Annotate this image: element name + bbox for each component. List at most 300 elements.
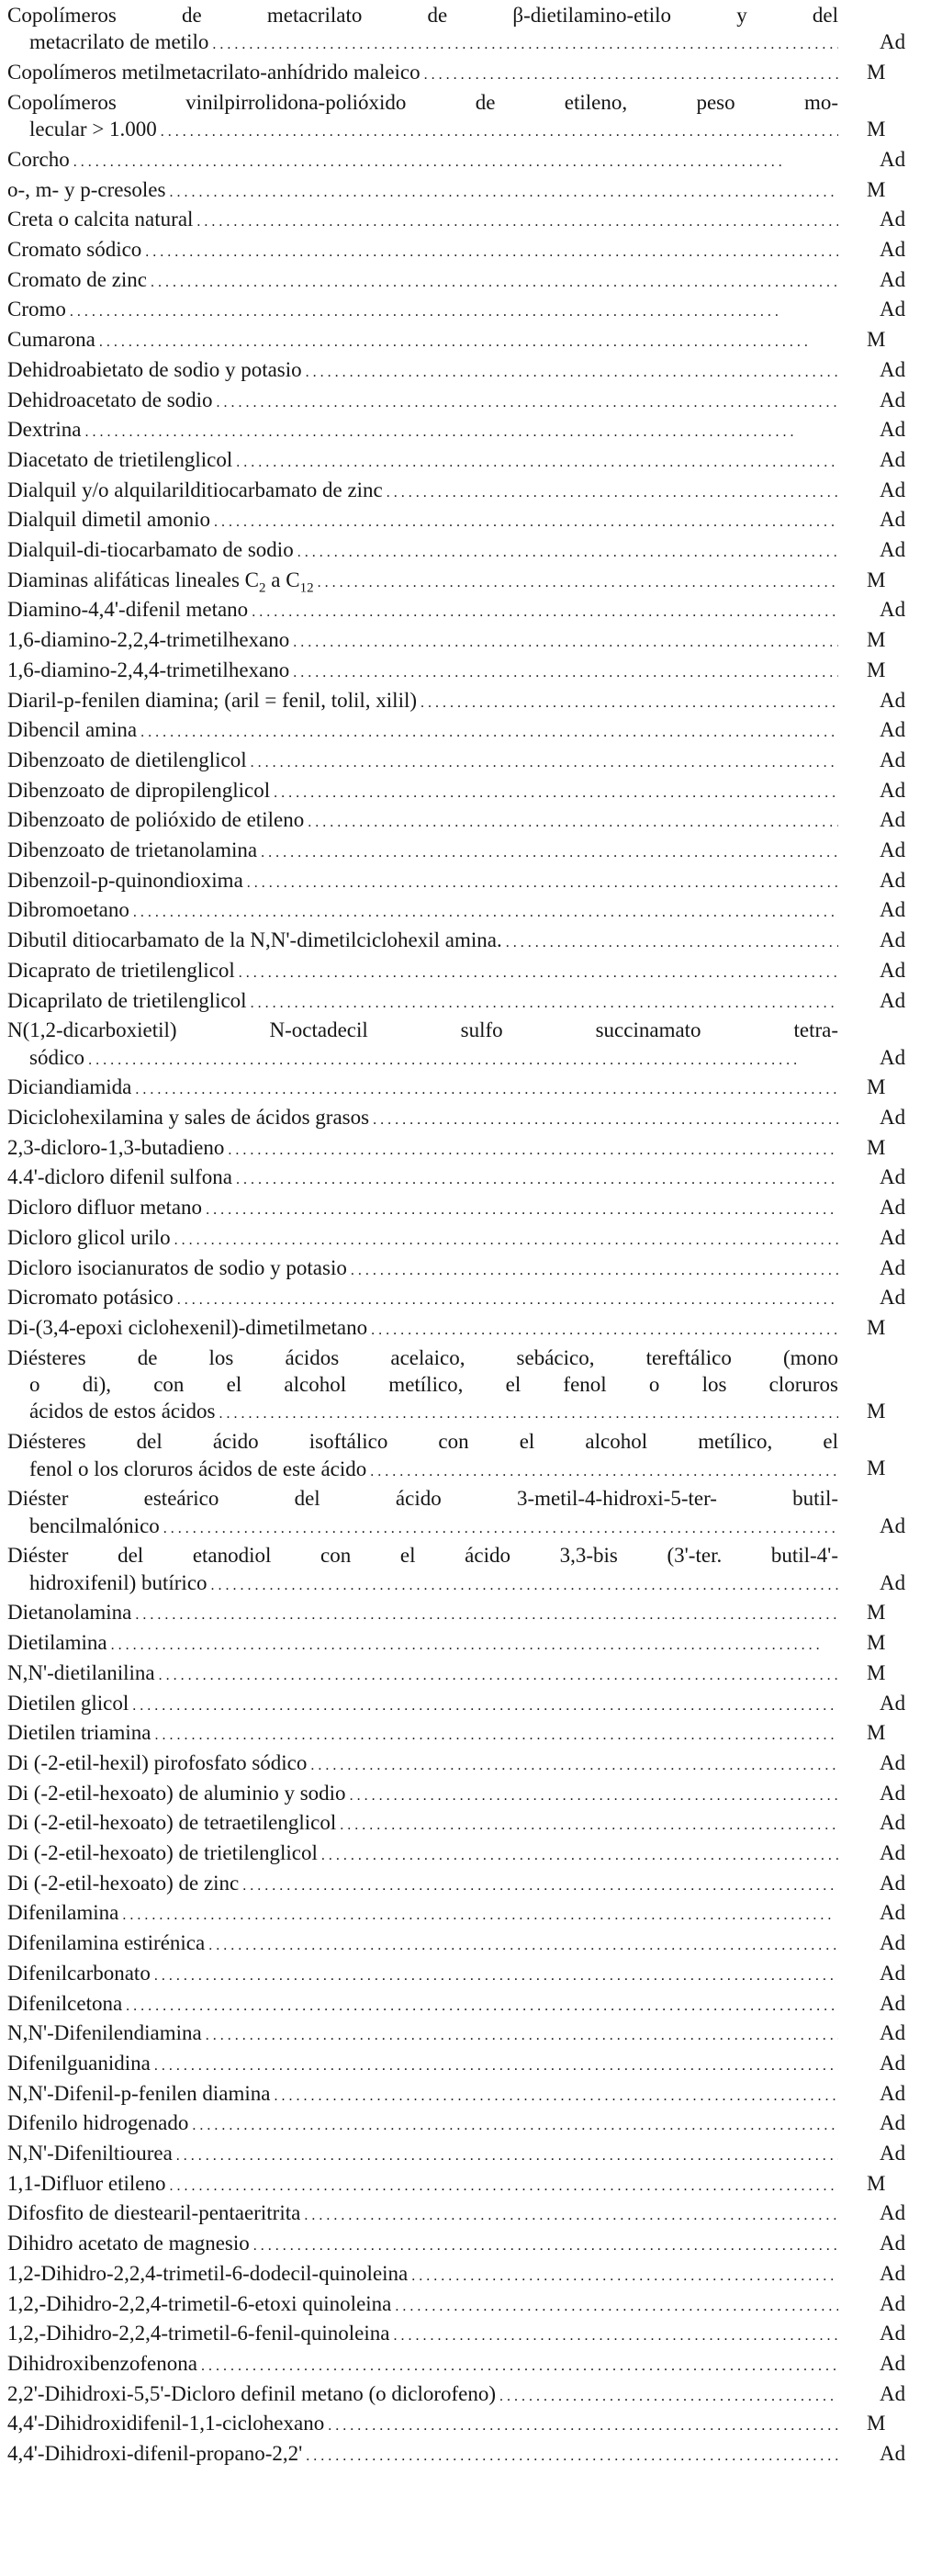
dot-leader [7,927,838,953]
substance-name-line: Diacetato de trietilenglicol [7,448,236,471]
substance-name [7,206,838,232]
list-item [0,2050,942,2080]
dot-leader [7,146,838,173]
substance-name-line: Dibutil ditiocarbamato de la N,N'-dimetilciclohexil amina. [7,928,506,951]
substance-name [7,1224,838,1251]
substance-name [7,957,838,984]
dot-leader [7,2170,838,2197]
dot-leader [7,1990,838,2017]
dot-leader [7,236,838,263]
substance-name [7,1719,838,1746]
substance-name [7,387,838,413]
list-item [0,2290,942,2321]
substance-name-line: N,N'-Difenilendiamina [7,2021,206,2044]
substance-name [7,176,838,203]
list-item [0,1134,942,1164]
list-item [0,567,942,597]
list-item [0,867,942,897]
substance-name-line: 1,2,-Dihidro-2,2,4-trimetil-6-etoxi quinoleina [7,2292,395,2315]
substance-name-line: Cromato de zinc [7,268,151,291]
substance-name-line: Cromato sódico [7,238,145,261]
dot-leader [7,806,838,833]
substance-name-line: Difenilcetona [7,1992,126,2015]
list-item [0,1960,942,1990]
substance-name-line: lecular > 1.000 [7,116,161,142]
dot-leader [7,1659,838,1686]
dot-leader [7,1780,838,1806]
substance-name [7,1659,838,1686]
list-item [0,1164,942,1194]
classification-code: M [867,1075,886,1099]
list-item [0,957,942,987]
substance-name [7,687,838,714]
substance-name-line: Dietilamina [7,1631,111,1654]
substance-name [7,1599,838,1625]
dot-leader [7,1164,838,1190]
dot-leader [7,1809,838,1836]
classification-code: Ad [880,1781,906,1805]
substance-name [7,2050,838,2076]
classification-code: Ad [880,1255,906,1279]
substance-name [7,536,838,563]
dot-leader [7,747,838,773]
substance-name-line: Di (-2-etil-hexoato) de zinc [7,1872,242,1895]
classification-code: Ad [880,598,906,622]
classification-code: Ad [880,958,906,982]
dot-leader [7,2230,838,2256]
dot-leader [7,1629,838,1656]
substance-name-line: Copolímeros vinilpirrolidona-polióxido de etileno, peso mo- [7,90,838,114]
list-item [0,1809,942,1839]
substance-name-line: Dicloro glicol urilo [7,1226,174,1249]
dot-leader [7,1513,838,1539]
list-item [0,1839,942,1870]
substance-name [7,2140,838,2166]
dot-leader [7,2199,838,2226]
substance-name-line: Di (-2-etil-hexoato) de aluminio y sodio [7,1782,350,1805]
substance-name [7,1780,838,1806]
substance-name [7,1749,838,1776]
dot-leader [7,28,838,55]
substance-name [7,2260,838,2287]
substance-name [7,2290,838,2317]
substance-name-line: Di-(3,4-epoxi ciclohexenil)-dimetilmetano [7,1316,371,1339]
classification-code: Ad [880,2201,906,2225]
classification-code: M [867,2171,886,2195]
substance-name [7,1284,838,1310]
dot-leader [7,1749,838,1776]
substance-name-line: Dialquil dimetil amonio [7,508,214,531]
substance-name [7,657,838,683]
substance-name-line: 1,2-Dihidro-2,2,4-trimetil-6-dodecil-quinoleina [7,2262,411,2285]
substance-name [7,416,838,443]
substance-name [7,59,838,85]
classification-code: Ad [880,447,906,471]
classification-code: Ad [880,1841,906,1864]
substance-name-line: fenol o los cloruros ácidos de este ácido [7,1456,370,1482]
list-item [0,1599,942,1629]
dot-leader [7,1074,838,1100]
substance-name-line: 4,4'-Dihidroxidifenil-1,1-ciclohexano [7,2412,328,2435]
dot-leader [7,1044,838,1071]
substance-name-line: Dialquil y/o alquilarilditiocarbamato de zinc [7,478,387,501]
list-item [0,896,942,927]
substance-name-line: Dibenzoato de trietanolamina [7,838,261,861]
classification-code: Ad [880,238,906,261]
substance-name-line: Dicaprato de trietilenglicol [7,959,239,982]
list-item [0,2440,942,2470]
substance-name [7,1017,838,1071]
substance-name [7,2109,838,2136]
classification-code: M [867,61,886,84]
list-item [0,2,942,60]
list-item [0,477,942,507]
list-item [0,1428,942,1486]
classification-code: Ad [880,838,906,861]
substance-name [7,2320,838,2346]
substance-name-line: Cumarona [7,328,99,351]
classification-code: Ad [880,357,906,381]
classification-code: Ad [880,1286,906,1310]
dot-leader [7,2410,838,2436]
classification-code: M [867,1457,886,1480]
classification-code: Ad [880,778,906,802]
dot-leader [7,1839,838,1866]
substance-name [7,236,838,263]
list-item [0,2350,942,2380]
substance-name-line: Diamino-4,4'-difenil metano [7,598,252,621]
substance-name [7,1899,838,1926]
classification-code: Ad [880,1871,906,1895]
classification-code: M [867,1400,886,1423]
substance-name-line: Dibenzoato de dietilenglicol [7,748,251,771]
dot-leader [7,567,838,593]
dot-leader [7,2080,838,2107]
list-item [0,506,942,536]
classification-code: M [867,328,886,352]
substance-name-line: N,N'-Difenil-p-fenilen diamina [7,2082,274,2105]
dot-leader [7,387,838,413]
list-item [0,387,942,417]
classification-code: Ad [880,808,906,832]
list-item [0,806,942,837]
classification-code: Ad [880,898,906,922]
list-item [0,1314,942,1344]
substance-name-line: Diaminas alifáticas lineales $C_2$ a $C_{12}$ [7,568,318,591]
dot-leader [7,536,838,563]
classification-code: M [867,568,886,591]
substance-name [7,2199,838,2226]
classification-code: M [867,177,886,201]
classification-code: Ad [880,2021,906,2045]
substance-name-line: 4,4'-Dihidroxi-difenil-propano-2,2' [7,2442,306,2465]
list-item [0,326,942,356]
substance-name-line: o di), con el alcohol metílico, el fenol o los cloruros [29,1373,838,1396]
classification-code: Ad [880,1165,906,1189]
substance-name-line: Difenilo hidrogenado [7,2111,192,2134]
dot-leader [7,1314,838,1341]
classification-code: M [867,628,886,652]
substance-name-line: Dibenzoato de polióxido de etileno [7,808,308,831]
dot-leader [7,477,838,503]
list-item [0,1542,942,1600]
classification-code: Ad [880,1225,906,1249]
classification-code: Ad [880,868,906,892]
substance-name-line: 2,2'-Dihidroxi-5,5'-Dicloro definil metano (o diclorofeno) [7,2382,499,2405]
classification-code: Ad [880,2051,906,2075]
list-item [0,1990,942,2020]
substance-name-line: Difenilamina [7,1901,122,1924]
list-item [0,2380,942,2411]
substance-name [7,1960,838,1986]
dot-leader [7,1929,838,1956]
substance-name [7,777,838,804]
list-item [0,296,942,326]
list-item [0,2140,942,2170]
substance-name [7,896,838,923]
list-item [0,626,942,657]
dot-leader [7,1398,838,1424]
substance-name-line: Cromo [7,298,70,321]
substance-name-line: 1,6-diamino-2,2,4-trimetilhexano [7,628,293,651]
list-item [0,1659,942,1690]
substance-name-line: o-, m- y p-cresoles [7,178,169,201]
classification-code: Ad [880,2351,906,2375]
substance-name-line: sódico [7,1044,88,1071]
classification-code: Ad [880,478,906,501]
dot-leader [7,716,838,743]
substance-name [7,146,838,173]
dot-leader [7,206,838,232]
list-item [0,1344,942,1429]
substance-name-line: 4.4'-dicloro difenil sulfona [7,1165,236,1188]
list-item [0,266,942,297]
substance-name [7,626,838,653]
classification-code: Ad [880,298,906,321]
substance-name-line: Diciclohexilamina y sales de ácidos grasos [7,1106,373,1129]
substance-name [7,1990,838,2017]
substance-name [7,2380,838,2407]
dot-leader [7,2050,838,2076]
substance-name [7,1690,838,1716]
list-item [0,176,942,207]
substance-name-line: Diéster del etanodiol con el ácido 3,3-bis (3'-ter. butil-4'- [7,1544,838,1568]
list-item [0,1749,942,1780]
dot-leader [7,1254,838,1281]
substance-name [7,806,838,833]
substance-name-line: Dietilen triamina [7,1721,154,1744]
dot-leader [7,1456,838,1482]
list-item [0,1485,942,1543]
substance-name-line: bencilmalónico [7,1513,163,1539]
substance-name-line: 1,1-Difluor etileno [7,2172,169,2195]
classification-code: Ad [880,2322,906,2345]
dot-leader [7,416,838,443]
dot-leader [7,1960,838,1986]
substance-name-line: Difenilcarbonato [7,1962,154,1985]
substance-name [7,1314,838,1341]
substance-name [7,716,838,743]
classification-code: Ad [880,538,906,561]
dot-leader [7,957,838,984]
substance-name-line: Diéster esteárico del ácido 3-metil-4-hidroxi-5-ter- butil- [7,1487,838,1511]
classification-code: Ad [880,1901,906,1925]
substance-name [7,2440,838,2467]
substance-name [7,2080,838,2107]
list-item [0,1104,942,1134]
substance-name [7,266,838,293]
substance-name-line: Dihidroxibenzofenona [7,2352,201,2375]
list-item [0,1629,942,1659]
substance-name [7,2019,838,2046]
substance-name-line: Corcho [7,148,73,171]
dot-leader [7,657,838,683]
substance-name-line: Dihidro acetato de magnesio [7,2232,253,2255]
dot-leader [7,446,838,473]
substance-name-line: Dialquil-di-tiocarbamato de sodio [7,538,297,561]
classification-code: M [867,1721,886,1745]
dot-leader [7,596,838,623]
list-item [0,416,942,446]
dot-leader [7,837,838,863]
substance-name [7,1428,838,1482]
classification-code: M [867,1315,886,1339]
dot-leader [7,59,838,85]
list-item [0,687,942,717]
substance-name [7,1870,838,1896]
substance-name [7,89,838,143]
list-item [0,2170,942,2200]
classification-code: Ad [880,2381,906,2405]
classification-code: Ad [880,1691,906,1715]
dot-leader [7,626,838,653]
list-item [0,356,942,387]
classification-code: M [867,1631,886,1655]
substance-name [7,446,838,473]
dot-leader [7,2350,838,2377]
list-item [0,1224,942,1254]
substance-name [7,1485,838,1539]
dot-leader [7,2320,838,2346]
classification-code: M [867,1135,886,1159]
substance-name [7,326,838,353]
list-item [0,89,942,147]
substance-name [7,2350,838,2377]
classification-code: Ad [880,2111,906,2135]
classification-code: M [867,658,886,681]
dot-leader [7,1134,838,1161]
classification-code: Ad [880,2261,906,2285]
list-item [0,777,942,807]
substance-name-line: Dicromato potásico [7,1286,177,1309]
classification-code: Ad [880,1106,906,1129]
substance-name [7,1164,838,1190]
list-item [0,2109,942,2140]
list-item [0,536,942,567]
classification-code: Ad [880,2442,906,2465]
dot-leader [7,1690,838,1716]
list-item [0,2260,942,2290]
classification-code: Ad [880,1750,906,1774]
substance-name-line: Difenilamina estirénica [7,1931,208,1954]
substance-name-line: Creta o calcita natural [7,208,196,231]
dot-leader [7,296,838,322]
classification-code: Ad [880,147,906,171]
substance-name-line: Dibenzoil-p-quinondioxima [7,869,247,892]
classification-code: Ad [880,1513,906,1537]
classification-code: Ad [880,267,906,291]
list-item [0,1017,942,1074]
classification-code: Ad [880,748,906,771]
list-item [0,1194,942,1224]
substance-name [7,747,838,773]
list-item [0,2080,942,2110]
list-item [0,1074,942,1104]
substance-name-line: Di (-2-etil-hexil) pirofosfato sódico [7,1751,310,1774]
classification-code: M [867,118,886,141]
substance-name [7,987,838,1014]
list-item [0,2230,942,2260]
dot-leader [7,116,838,142]
substance-name [7,1542,838,1596]
classification-code: Ad [880,2232,906,2255]
dot-leader [7,2140,838,2166]
dot-leader [7,266,838,293]
classification-code: Ad [880,208,906,231]
classification-code: Ad [880,1045,906,1069]
list-item [0,1719,942,1749]
dot-leader [7,777,838,804]
dot-leader [7,356,838,383]
classification-code: Ad [880,1811,906,1835]
substance-name [7,1929,838,1956]
classification-code: M [867,1660,886,1684]
dot-leader [7,506,838,533]
substance-name-line: Di (-2-etil-hexoato) de trietilenglicol [7,1841,321,1864]
substance-name-line: Copolímeros metilmetacrilato-anhídrido maleico [7,61,424,84]
substance-name [7,356,838,383]
substance-name-line: Dicaprilato de trietilenglicol [7,989,251,1012]
list-item [0,59,942,89]
list-item [0,747,942,777]
substance-name-line: Dietilen glicol [7,1692,132,1715]
classification-code: Ad [880,1961,906,1985]
substance-name-line: Dicloro difluor metano [7,1196,206,1219]
list-item [0,1899,942,1929]
substance-name-line: Dicloro isocianuratos de sodio y potasio [7,1256,351,1279]
classification-code: Ad [880,2081,906,2105]
substance-name-line: Dibencil amina [7,718,140,741]
classification-code: Ad [880,1991,906,2015]
classification-code: Ad [880,1931,906,1955]
substance-name [7,477,838,503]
substance-name [7,1104,838,1131]
dot-leader [7,2109,838,2136]
substance-name [7,1809,838,1836]
list-item [0,1780,942,1810]
dot-leader [7,687,838,714]
dot-leader [7,987,838,1014]
classification-code: M [867,2412,886,2435]
dot-leader [7,1569,838,1596]
substance-name [7,1194,838,1221]
dot-leader [7,1870,838,1896]
substance-name-line: N,N'-dietilanilina [7,1661,159,1684]
substance-name-line: 2,3-dicloro-1,3-butadieno [7,1136,228,1159]
substance-name [7,927,838,953]
substance-name [7,1134,838,1161]
substance-name-line: hidroxifenil) butírico [7,1569,211,1596]
